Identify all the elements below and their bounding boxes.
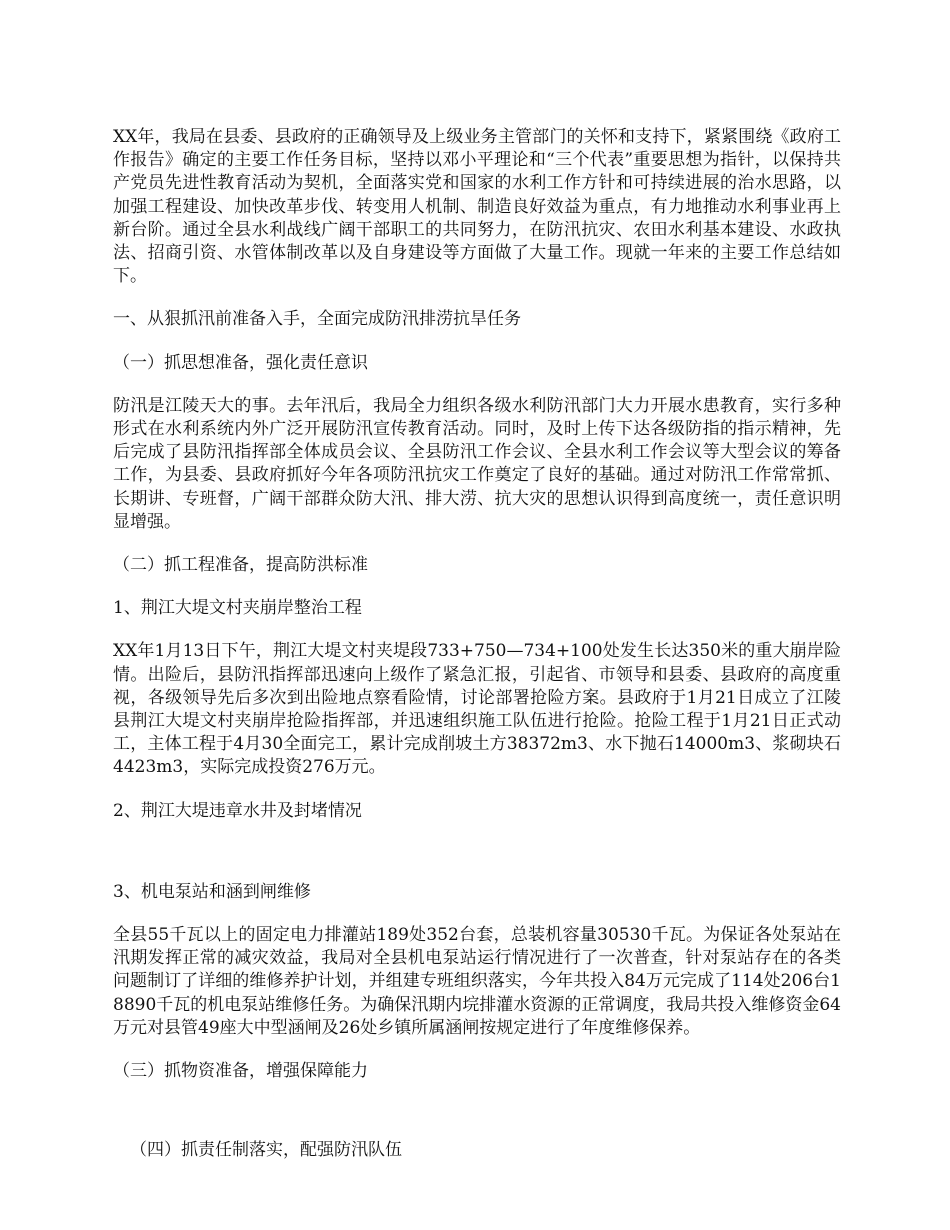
subsection-heading-1-3: （三）抓物资准备，增强保障能力: [113, 1061, 368, 1082]
intro-paragraph: XX年，我局在县委、县政府的正确领导及上级业务主管部门的关怀和支持下，紧紧围绕《政府工作报告》确定的主要工作任务目标，坚持以邓小平理论和“三个代表”重要思想为指针，以保持共产党员先进性教育活动为契机，全面落实党和国家的水利工作方针和可持续进展的治水思路，以加强工程建设、加快改革步伐、转变用人机制、制造良好效益为重点，有力地推动水利事业再上新台阶。通过全县水利战线广阔干部职工的共同努力，在防汛抗灾、农田水利基本建设、水政执法、招商引资、水管体制改革以及自身建设等方面做了大量工作。现就一年来的主要工作总结如下。: [113, 127, 841, 287]
item-heading-3: 3、机电泵站和涵到闸维修: [113, 881, 311, 902]
subsection-heading-1-1: （一）抓思想准备，强化责任意识: [113, 352, 368, 373]
paragraph-1-1: 防汛是江陵天大的事。去年汛后，我局全力组织各级水利防汛部门大力开展水患教育，实行多种形式在水利系统内外广泛开展防汛宣传教育活动。同时，及时上传下达各级防指的指示精神，先后完成了县防汛指挥部全体成员会议、全县防汛工作会议、全县水利工作会议等大型会议的筹备工作，为县委、县政府抓好今年各项防汛抗灾工作奠定了良好的基础。通过对防汛工作常常抓、长期讲、专班督，广阔干部群众防大汛、排大涝、抗大灾的思想认识得到高度统一，责任意识明显增强。: [113, 395, 841, 532]
section-heading-1: 一、从狠抓汛前准备入手，全面完成防汛排涝抗旱任务: [113, 309, 521, 330]
item-paragraph-3: 全县55千瓦以上的固定电力排灌站189处352台套，总装机容量30530千瓦。为保证各处泵站在汛期发挥正常的减灾效益，我局对全县机电泵站运行情况进行了一次普查，针对泵站存在的各类问题制订了详细的维修养护计划，并组建专班组织落实，今年共投入84万元完成了114处206台18890千瓦的机电泵站维修任务。为确保汛期内垸排灌水资源的正常调度，我局共投入维修资金64万元对县管49座大中型涵闸及26处乡镇所属涵闸按规定进行了年度维修保养。: [113, 925, 841, 1038]
subsection-heading-1-4: （四）抓责任制落实，配强防汛队伍: [130, 1140, 402, 1161]
item-heading-1: 1、荆江大堤文村夹崩岸整治工程: [113, 598, 362, 619]
document-page: [113, 126, 841, 1163]
item-heading-2: 2、荆江大堤违章水井及封堵情况: [113, 800, 362, 821]
item-paragraph-1: XX年1月13日下午，荆江大堤文村夹堤段733+750—734+100处发生长达350米的重大崩岸险情。出险后，县防汛指挥部迅速向上级作了紧急汇报，引起省、市领导和县委、县政府的高度重视，各级领导先后多次到出险地点察看险情，讨论部署抢险方案。县政府于1月21日成立了江陵县荆江大堤文村夹崩岸抢险指挥部，并迅速组织施工队伍进行抢险。抢险工程于1月21日正式动工，主体工程于4月30全面完工，累计完成削坡土方38372m3、水下抛石14000m3、浆砌块石4423m3，实际完成投资276万元。: [113, 641, 841, 778]
subsection-heading-1-2: （二）抓工程准备，提高防洪标准: [113, 555, 368, 576]
